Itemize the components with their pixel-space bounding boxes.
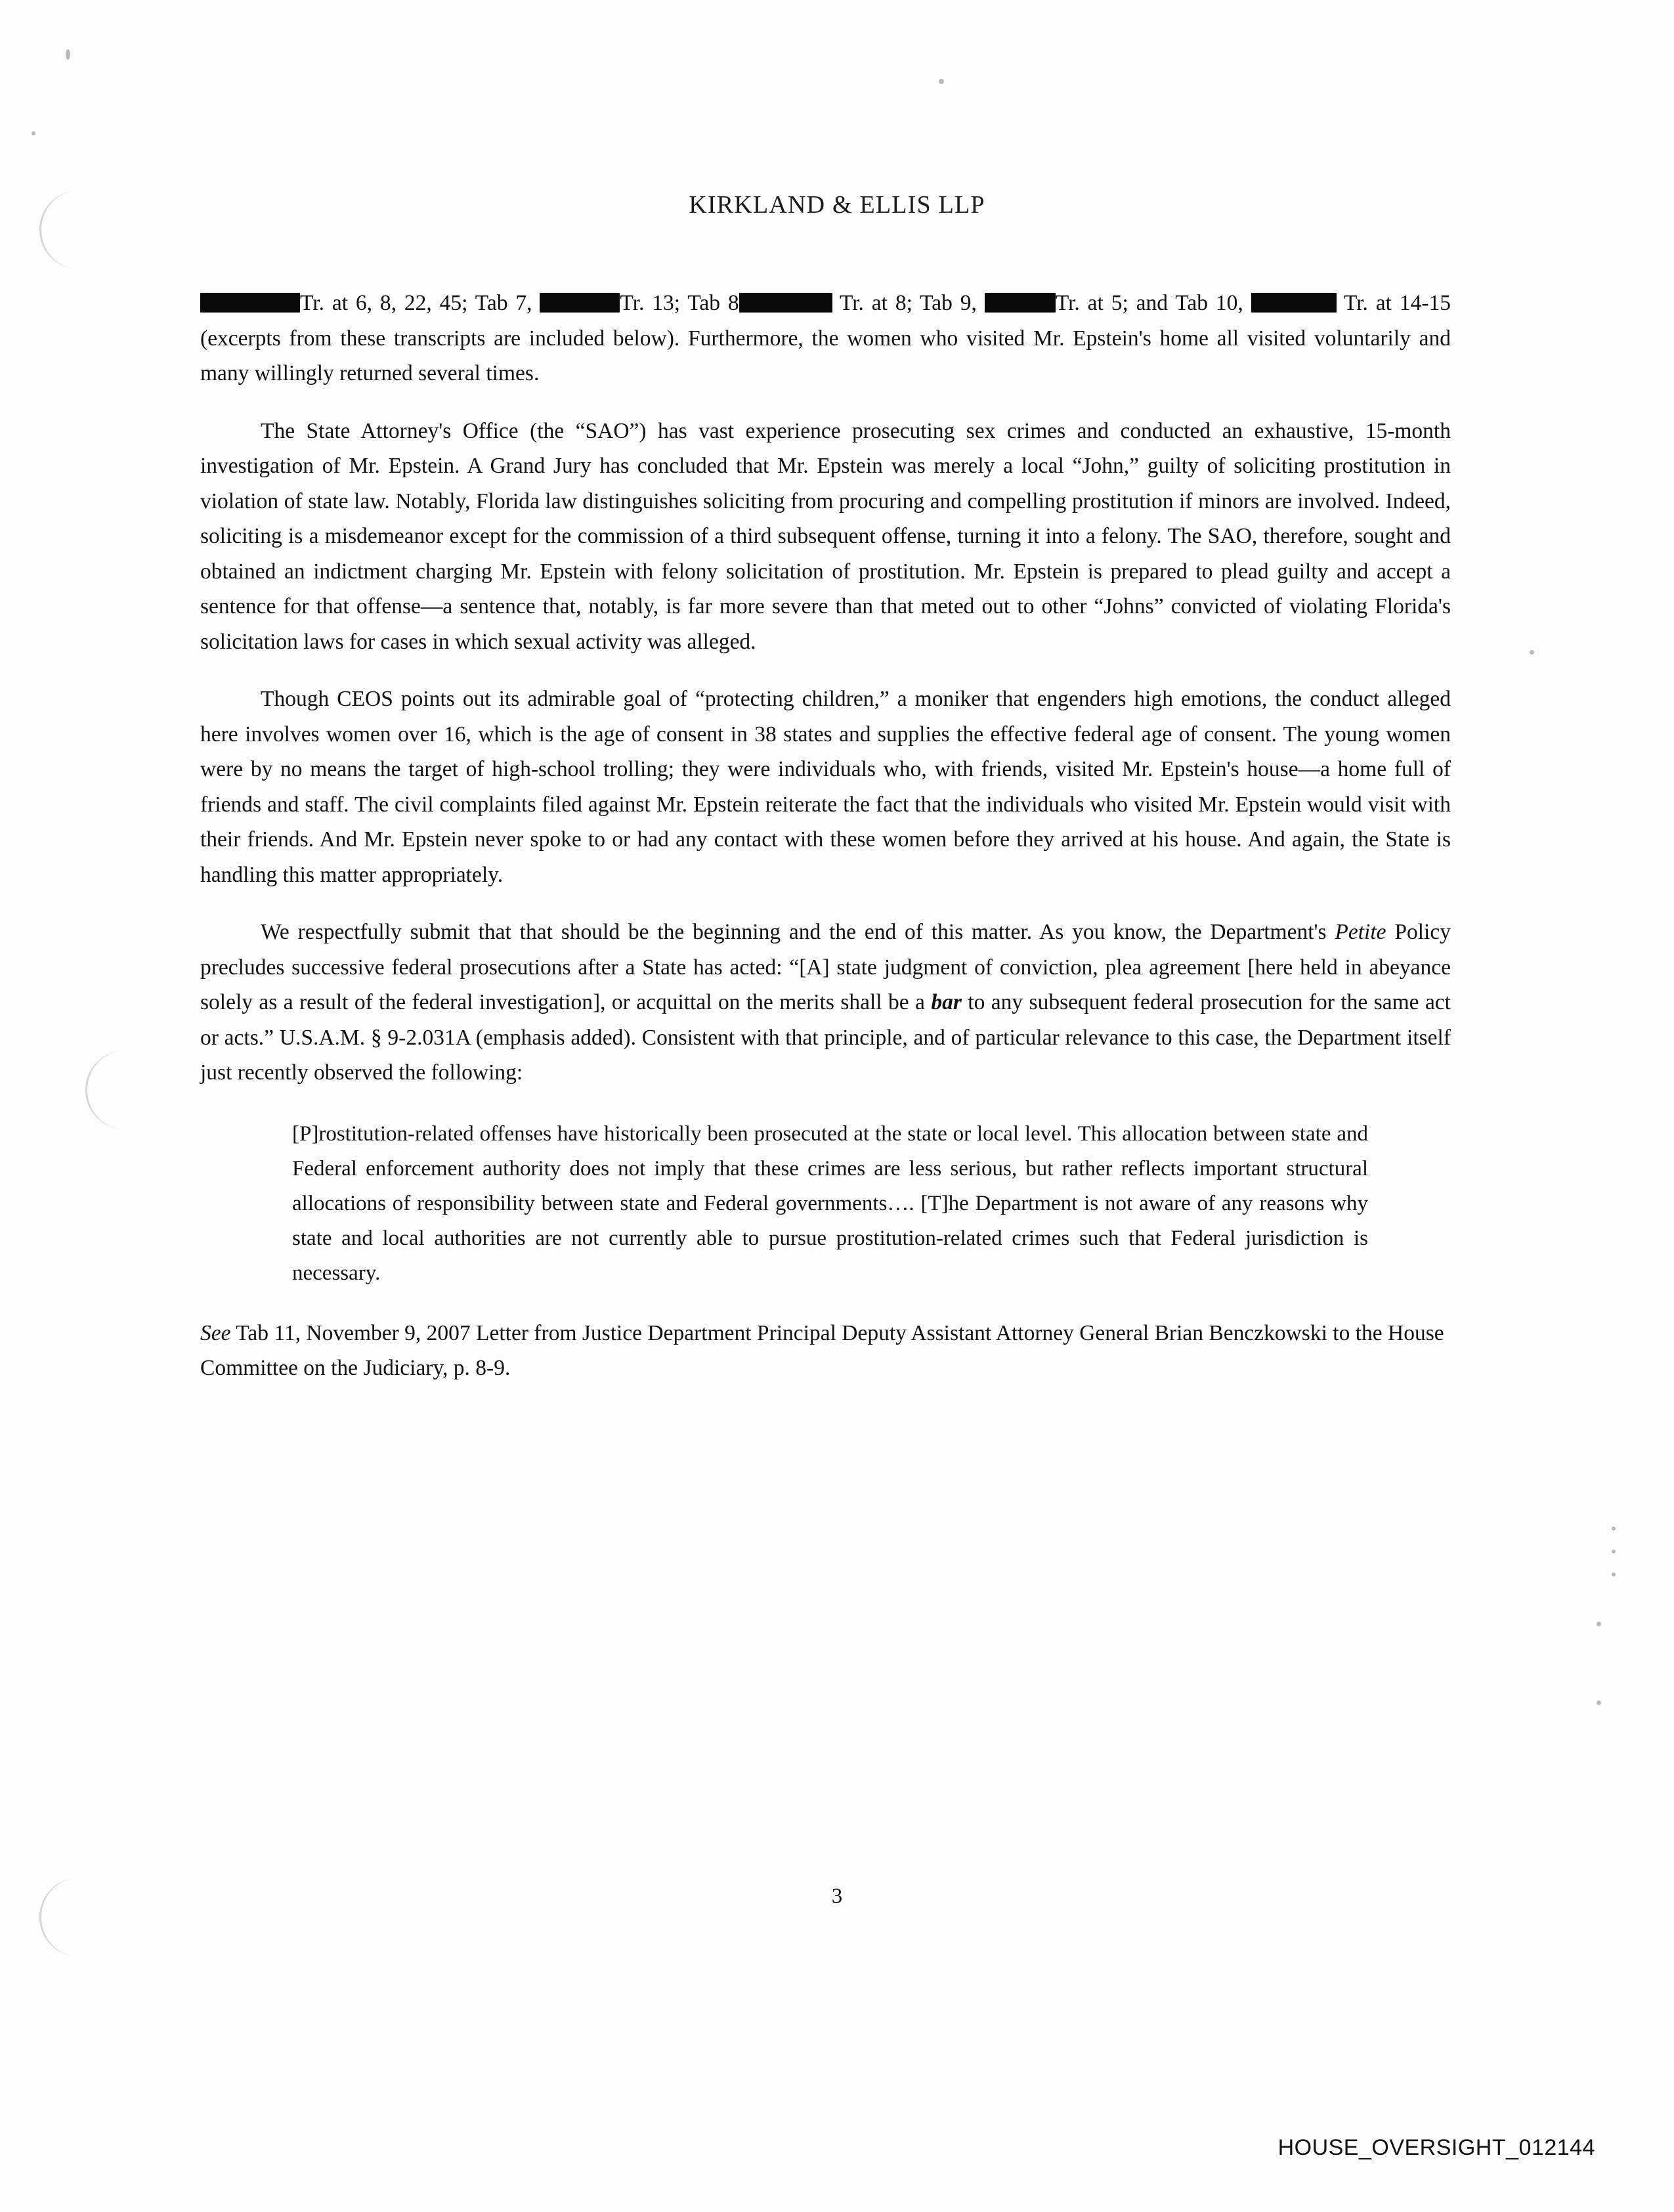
paragraph-ceos-response: Though CEOS points out its admirable goal of “protecting children,” a moniker that engenders high emotions, the conduct alleged here involves women over 16, which is the age of consent in 38 states and supplies the effective federal age of consent. The young women were by no means the target of high-school trolling; they were individuals who, with friends, visited Mr. Epstein's house—a home full of friends and staff. The civil complaints filed against Mr. Epstein reiterate the fact that the individuals who visited Mr. Epstein would visit with their friends. And Mr. Epstein never spoke to or had any contact with these women before they arrived at his house. And again, the State is handling this matter appropriately. (200, 687, 1451, 887)
redaction-block (200, 293, 300, 313)
bates-stamp: HOUSE_OVERSIGHT_012144 (1277, 2135, 1595, 2160)
paragraph-petite-policy (200, 915, 1451, 1091)
text-fragment: Tr. at 8; Tab 9, (832, 291, 985, 315)
emphasis-bar: bar (931, 990, 962, 1014)
scan-speck (66, 49, 70, 60)
letterhead-title: KIRKLAND & ELLIS LLP (689, 191, 985, 219)
paragraph-transcript-citations (200, 286, 1451, 391)
scan-speck (1597, 1701, 1601, 1705)
scan-speck (1612, 1527, 1616, 1530)
scan-speck (1612, 1572, 1616, 1576)
text-fragment: Tr. at 5; and Tab 10, (1055, 291, 1251, 315)
scan-speck (1597, 1622, 1601, 1626)
page-number: 3 (831, 1884, 843, 1908)
text-fragment: Policy precludes successive federal prosecutions after a State has acted: “[A] state judgment of conviction, plea agreement [here held in abeyance solely as a result of the federal investigation], or acquittal on the merits shall be a (200, 920, 1451, 1014)
case-name-petite: Petite (1335, 920, 1386, 944)
scan-speck (939, 79, 944, 84)
signal-see: See (200, 1320, 231, 1345)
document-body (200, 286, 1451, 1386)
citation-line (200, 1316, 1451, 1386)
scan-speck (1530, 650, 1534, 655)
text-fragment: Tr. at 6, 8, 22, 45; Tab 7, (300, 291, 540, 315)
redaction-block (1251, 293, 1337, 313)
scan-speck (1612, 1550, 1616, 1553)
paragraph-state-attorney-office: The State Attorney's Office (the “SAO”) has vast experience prosecuting sex crimes and conducted an exhaustive, 15-month investigation of Mr. Epstein. A Grand Jury has concluded that Mr. Epstein was merely a local “John,” guilty of soliciting prostitution in violation of state law. Notably, Florida law distinguishes soliciting from procuring and compelling prostitution if minors are involved. Indeed, soliciting is a misdemeanor except for the commission of a third subsequent offense, turning it into a felony. The SAO, therefore, sought and obtained an indictment charging Mr. Epstein with felony solicitation of prostitution. Mr. Epstein is prepared to plead guilty and accept a sentence for that offense—a sentence that, notably, is far more severe than that meted out to other “Johns” convicted of violating Florida's solicitation laws for cases in which sexual activity was alleged. (200, 418, 1451, 654)
text-fragment: Tr. at 14-15 (excerpts from these transcripts are included below). Furthermore, the women who visited Mr. Epstein's home all visited voluntarily and many willingly returned several times. (200, 291, 1451, 385)
redaction-block (739, 293, 832, 313)
scan-speck (32, 131, 35, 135)
block-quotation: [P]rostitution-related offenses have historically been prosecuted at the state or local level. This allocation between state and Federal enforcement authority does not imply that these crimes are less serious, but rather reflects important structural allocations of responsibility between state and Federal governments…. [T]he Department is not aware of any reasons why state and local authorities are not currently able to pursue prostitution-related crimes such that Federal jurisdiction is necessary. (292, 1121, 1368, 1285)
redaction-block (985, 293, 1056, 313)
text-fragment: to any subsequent federal prosecution for the same act or acts.” U.S.A.M. § 9-2.031A (emphasis added). Consistent with that principle, and of particular relevance to this case, the Department itself just recently observed the following: (200, 990, 1451, 1085)
text-fragment: Tr. 13; Tab 8 (620, 291, 739, 315)
text-fragment: We respectfully submit that that should be the beginning and the end of this matter. As you know, the Department's (261, 920, 1335, 944)
scan-artifact-arc-middle (85, 1051, 146, 1129)
redaction-block (540, 293, 620, 313)
text-fragment: Tab 11, November 9, 2007 Letter from Justice Department Principal Deputy Assistant Attorney General Brian Benczkowski to the House Committee on the Judiciary, p. 8-9. (200, 1320, 1444, 1380)
